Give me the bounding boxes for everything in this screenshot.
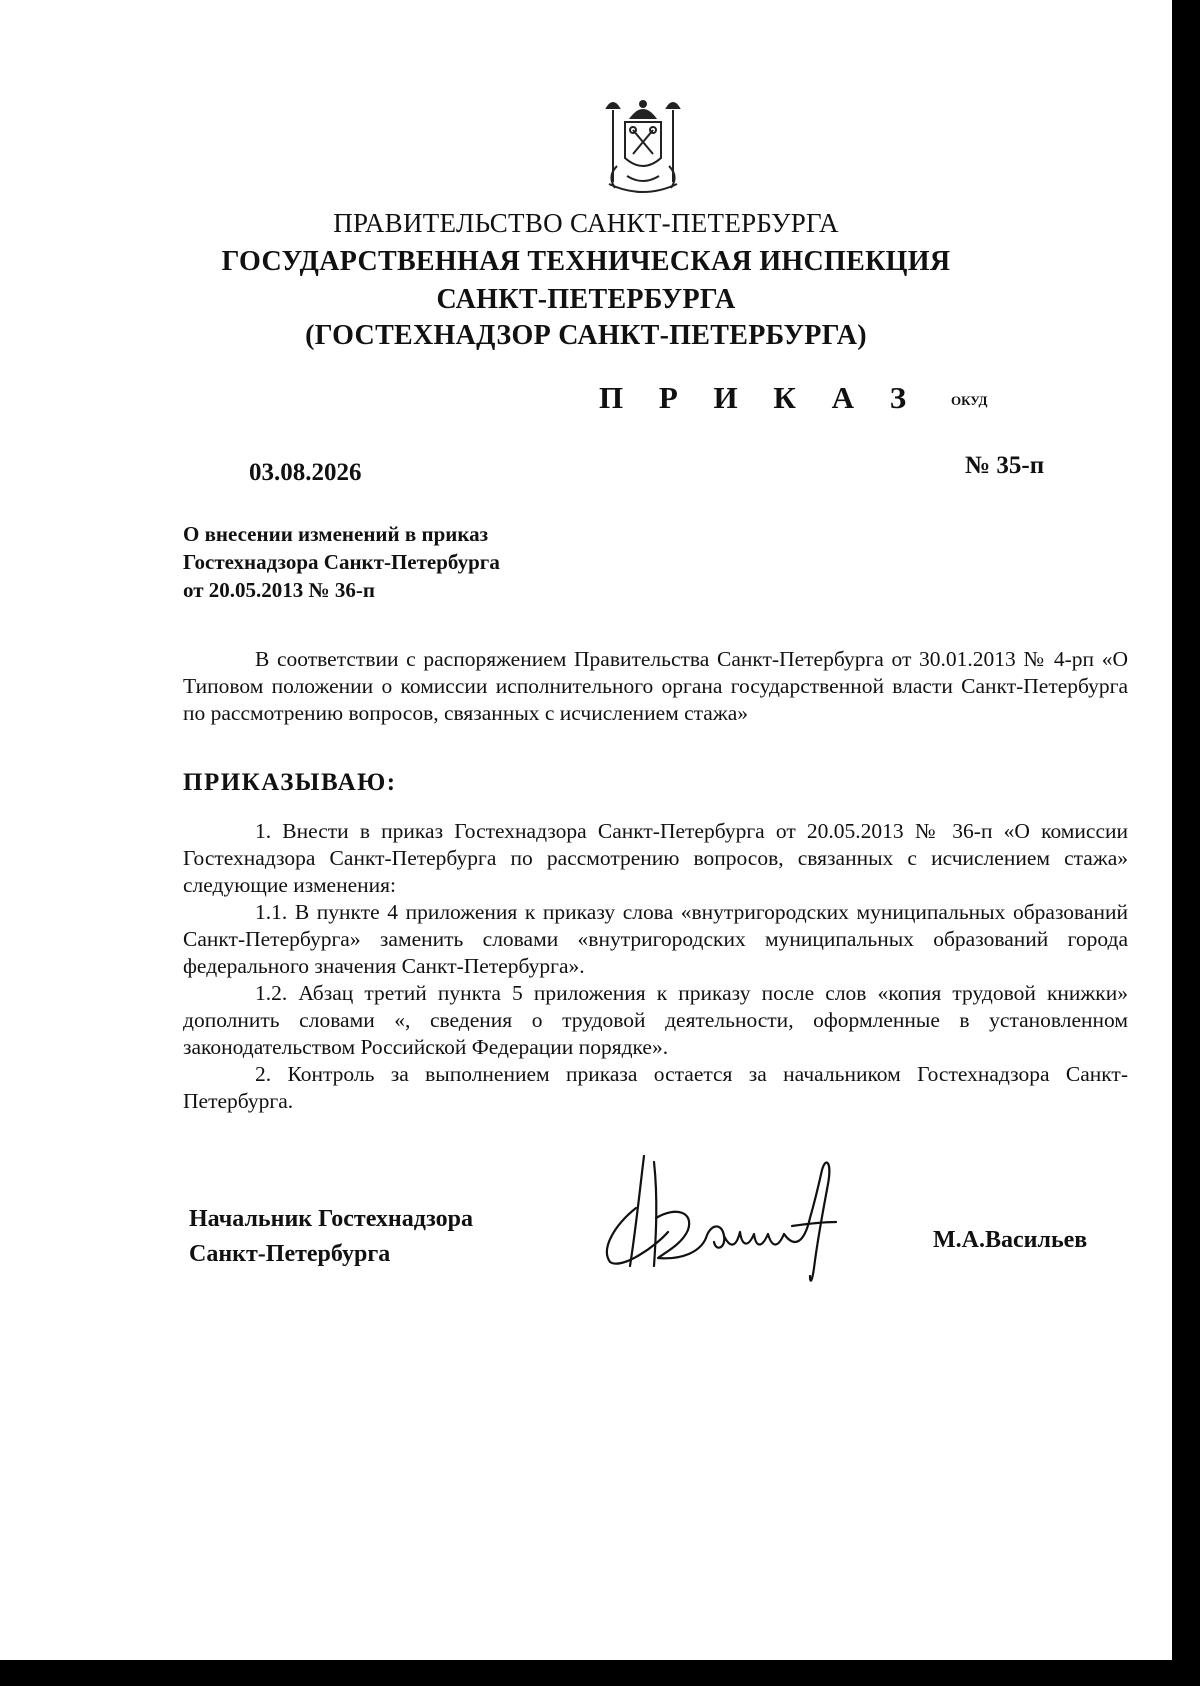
order-item: 2. Контроль за выполнением приказа остается за начальником Гостехнадзора Санкт-Петербурга. (183, 1062, 1128, 1113)
order-word: ПРИКАЗЫВАЮ: (183, 769, 397, 796)
document-type: П Р И К А З (599, 380, 921, 415)
document-subject (183, 520, 500, 604)
coat-of-arms-icon (597, 96, 689, 204)
subject-line: от 20.05.2013 № 36-п (183, 578, 375, 602)
preamble (183, 646, 1128, 727)
document-date: 03.08.2026 (249, 459, 362, 486)
inspection-name-line1: ГОСУДАРСТВЕННАЯ ТЕХНИЧЕСКАЯ ИНСПЕКЦИЯ (221, 246, 951, 277)
inspection-name-line2: САНКТ-ПЕТЕРБУРГА (436, 284, 736, 315)
signer-title (189, 1202, 473, 1272)
order-items (183, 818, 1128, 1115)
handwritten-signature-icon (596, 1148, 886, 1286)
inspection-name-line3: (ГОСТЕХНАДЗОР САНКТ-ПЕТЕРБУРГА) (305, 320, 867, 351)
order-item: 1.1. В пункте 4 приложения к приказу слова «внутригородских муниципальных образований Санкт-Петербурга» заменить словами «внутригородских муниципальных образований города федерального значения Санкт-Петербурга». (183, 900, 1128, 978)
subject-line: Гостехнадзора Санкт-Петербурга (183, 550, 500, 574)
preamble-text: В соответствии с распоряжением Правительства Санкт-Петербурга от 30.01.2013 № 4-рп «О Типовом положении о комиссии исполнительного органа государственной власти Санкт-Петербурга по рассмотрению вопросов, связанных с исчислением стажа» (183, 647, 1128, 725)
signer-title-line: Начальник Гостехнадзора (189, 1206, 473, 1232)
signer-title-line: Санкт-Петербурга (189, 1241, 391, 1267)
signer-name: М.А.Васильев (933, 1227, 1088, 1253)
document-number: № 35-п (965, 452, 1045, 479)
order-item: 1. Внести в приказ Гостехнадзора Санкт-Петербурга от 20.05.2013 № 36-п «О комиссии Гостехнадзора Санкт-Петербурга по рассмотрению вопросов, связанных с исчислением стажа» следующие изменения: (183, 819, 1128, 897)
subject-line: О внесении изменений в приказ (183, 522, 489, 546)
government-name: ПРАВИТЕЛЬСТВО САНКТ-ПЕТЕРБУРГА (333, 208, 839, 238)
okud-label: ОКУД (951, 393, 988, 408)
order-item: 1.2. Абзац третий пункта 5 приложения к приказу после слов «копия трудовой книжки» дополнить словами «, сведения о трудовой деятельности, оформленные в установленном законодательством Российской Федерации порядке». (183, 981, 1128, 1059)
